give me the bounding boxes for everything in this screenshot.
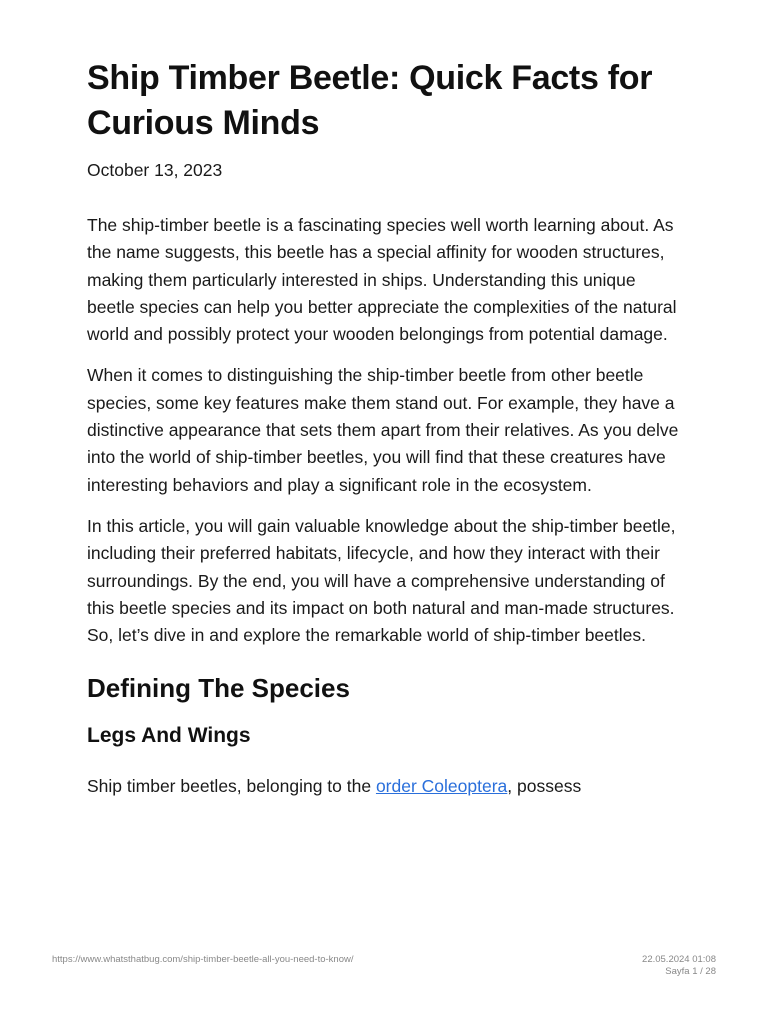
section-heading: Defining The Species (87, 673, 350, 704)
order-coleoptera-link[interactable]: order Coleoptera (375, 776, 508, 797)
article-body (87, 212, 687, 801)
page-title: Ship Timber Beetle: Quick Facts for Curious Minds (87, 59, 653, 142)
paragraph-text-after-link: , possess (507, 776, 582, 797)
paragraph-text-before-link: Ship timber beetles, belonging to the (87, 776, 376, 797)
footer-datetime: 22.05.2024 01:08 (642, 954, 716, 965)
publish-date: October 13, 2023 (87, 160, 223, 180)
intro-paragraph-2: When it comes to distinguishing the ship-timber beetle from other beetle species, some key features make them stand out. For example, they have a distinctive appearance that sets them apart from their relatives. As you delve into the world of ship-timber beetles, you will find that these creatures have interesting behaviors and play a significant role in the ecosystem. (87, 365, 679, 495)
footer-source-url: https://www.whatsthatbug.com/ship-timber-beetle-all-you-need-to-know/ (52, 954, 354, 965)
article (87, 56, 687, 815)
footer-meta (642, 954, 716, 978)
footer-page-number: Sayfa 1 / 28 (665, 966, 716, 977)
legs-wings-paragraph (87, 773, 687, 800)
intro-paragraph-3: In this article, you will gain valuable knowledge about the ship-timber beetle, including their preferred habitats, lifecycle, and how they interact with their surroundings. By the end, you will have a comprehensive understanding of this beetle species and its impact on both natural and man-made structures. So, let’s dive in and explore the remarkable world of ship-timber beetles. (87, 515, 676, 646)
subsection-heading: Legs And Wings (87, 724, 251, 748)
intro-paragraph-1: The ship-timber beetle is a fascinating species well worth learning about. As the name suggests, this beetle has a special affinity for wooden structures, making them particularly interested in ships. Understanding this unique beetle species can help you better appreciate the complexities of the natural world and possibly protect your wooden belongings from potential damage. (87, 215, 677, 345)
